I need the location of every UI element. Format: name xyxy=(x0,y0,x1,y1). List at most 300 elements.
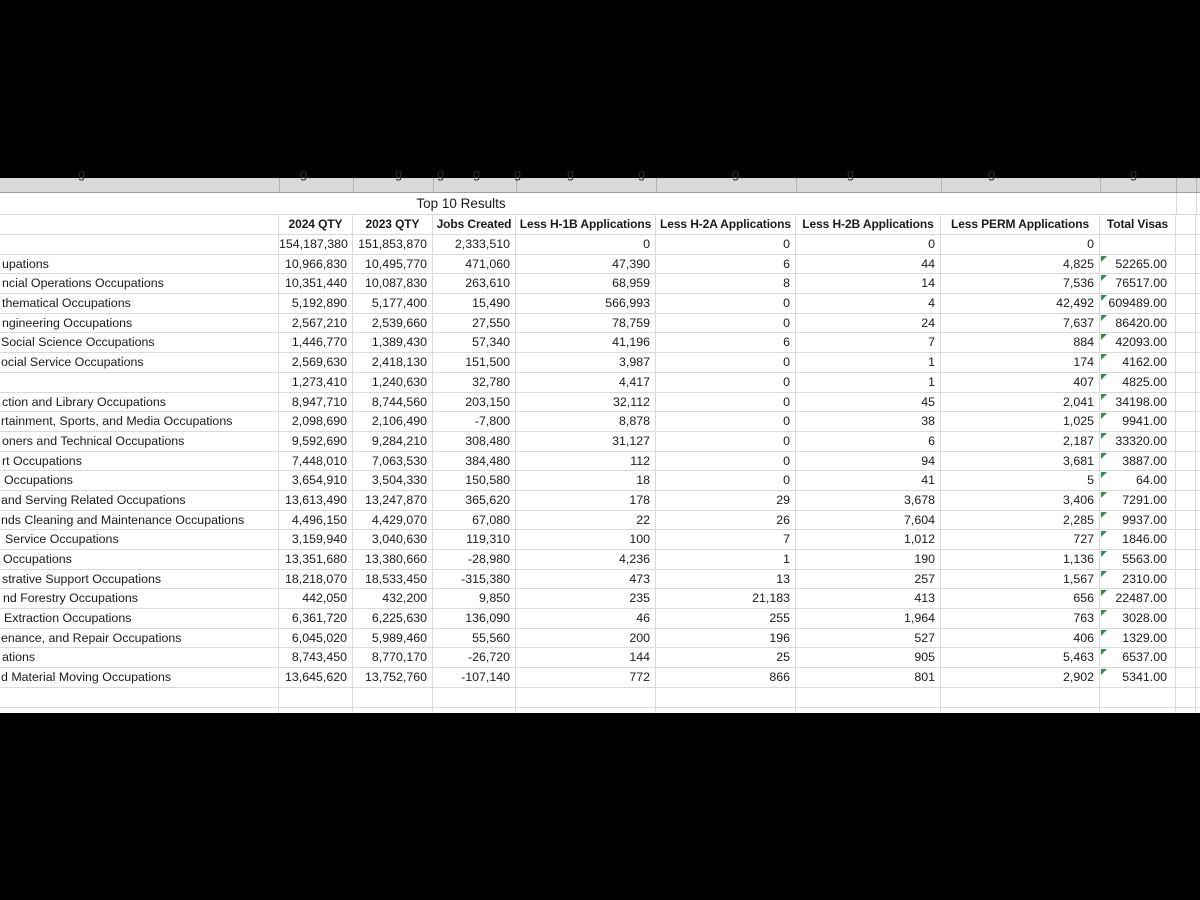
qty-2023-cell[interactable]: 151,853,870 xyxy=(353,235,433,254)
error-flag-icon xyxy=(1101,472,1107,478)
filler-cell[interactable] xyxy=(1196,373,1200,392)
qty-2023-cell[interactable]: 1,240,630 xyxy=(353,373,433,392)
empty-cell[interactable] xyxy=(1176,235,1196,254)
h1b-cell[interactable]: 566,993 xyxy=(516,294,656,313)
perm-cell[interactable]: 2,285 xyxy=(941,511,1100,530)
h1b-cell[interactable]: 0 xyxy=(516,235,656,254)
h2a-cell[interactable]: 7 xyxy=(656,530,796,549)
h2b-cell[interactable]: 44 xyxy=(796,255,941,274)
h2a-cell[interactable]: 196 xyxy=(656,629,796,648)
qty-2023-cell[interactable]: 13,752,760 xyxy=(353,668,433,687)
qty-2024-cell[interactable]: 3,159,940 xyxy=(279,530,353,549)
filler-cell[interactable] xyxy=(1196,393,1200,412)
error-flag-icon xyxy=(1101,512,1107,518)
empty-cell[interactable] xyxy=(1176,511,1196,530)
total-visas-cell[interactable]: 52265.00 xyxy=(1100,255,1176,274)
occupation-cell[interactable]: Service Occupations xyxy=(0,530,279,549)
empty-cell[interactable] xyxy=(1176,294,1196,313)
table-row xyxy=(0,550,1200,570)
empty-cell[interactable] xyxy=(1176,688,1196,707)
qty-2024-cell[interactable]: 5,192,890 xyxy=(279,294,353,313)
filler-cell[interactable] xyxy=(1196,471,1200,490)
filler-cell[interactable] xyxy=(1196,550,1200,569)
qty-2024-cell[interactable]: 13,613,490 xyxy=(279,491,353,510)
filler-cell[interactable] xyxy=(1196,274,1200,293)
qty-2024-cell[interactable]: 1,273,410 xyxy=(279,373,353,392)
perm-cell[interactable]: 3,406 xyxy=(941,491,1100,510)
qty-2023-cell[interactable]: 1,389,430 xyxy=(353,333,433,352)
empty-cell[interactable] xyxy=(1176,314,1196,333)
total-visas-cell[interactable]: 1329.00 xyxy=(1100,629,1176,648)
qty-2023-cell[interactable]: 13,380,660 xyxy=(353,550,433,569)
jobs-created-cell[interactable]: 15,490 xyxy=(433,294,516,313)
occupation-cell[interactable]: nd Forestry Occupations xyxy=(0,589,279,608)
error-flag-icon xyxy=(1101,334,1107,340)
total-visas-cell[interactable]: 33320.00 xyxy=(1100,432,1176,451)
total-visas-cell[interactable]: 1846.00 xyxy=(1100,530,1176,549)
empty-cell[interactable] xyxy=(1176,432,1196,451)
gridline xyxy=(433,178,434,192)
h2a-cell[interactable]: 0 xyxy=(656,412,796,431)
h1b-cell[interactable]: 47,390 xyxy=(516,255,656,274)
filler-cell[interactable] xyxy=(1196,589,1200,608)
h2b-cell[interactable]: 1 xyxy=(796,373,941,392)
occupation-cell[interactable]: ocial Service Occupations xyxy=(0,353,279,372)
perm-cell[interactable]: 727 xyxy=(941,530,1100,549)
h2a-cell[interactable]: 6 xyxy=(656,333,796,352)
filler-cell[interactable] xyxy=(1196,452,1200,471)
h2a-cell[interactable]: 0 xyxy=(656,353,796,372)
qty-2023-cell[interactable]: 3,504,330 xyxy=(353,471,433,490)
total-visas-cell[interactable]: 9937.00 xyxy=(1100,511,1176,530)
occupation-cell[interactable] xyxy=(0,235,279,254)
gridline xyxy=(796,178,797,192)
clipped-row-strip xyxy=(0,166,1200,193)
clipped-row-fragment: g xyxy=(78,166,86,181)
jobs-created-cell[interactable]: 55,560 xyxy=(433,629,516,648)
h2a-cell[interactable]: 1 xyxy=(656,550,796,569)
qty-2024-cell[interactable]: 4,496,150 xyxy=(279,511,353,530)
filler-cell[interactable] xyxy=(1196,629,1200,648)
occupation-cell[interactable]: nds Cleaning and Maintenance Occupations xyxy=(0,511,279,530)
filler-cell[interactable] xyxy=(1196,530,1200,549)
qty-2023-cell[interactable]: 2,539,660 xyxy=(353,314,433,333)
empty-header-cell[interactable] xyxy=(1176,215,1196,234)
h2b-cell[interactable]: 0 xyxy=(796,235,941,254)
h2b-cell[interactable] xyxy=(796,688,941,707)
qty-2023-cell[interactable]: 3,040,630 xyxy=(353,530,433,549)
table-row xyxy=(0,648,1200,668)
qty-2023-cell[interactable]: 9,284,210 xyxy=(353,432,433,451)
jobs-created-cell[interactable]: 203,150 xyxy=(433,393,516,412)
h1b-cell[interactable]: 144 xyxy=(516,648,656,667)
qty-2023-cell[interactable]: 13,247,870 xyxy=(353,491,433,510)
total-visas-cell[interactable]: 5563.00 xyxy=(1100,550,1176,569)
occupation-cell[interactable]: Social Science Occupations xyxy=(0,333,279,352)
qty-2023-cell[interactable]: 18,533,450 xyxy=(353,570,433,589)
gridline xyxy=(1176,193,1177,214)
h2b-cell[interactable]: 801 xyxy=(796,668,941,687)
perm-cell[interactable]: 7,536 xyxy=(941,274,1100,293)
error-flag-icon xyxy=(1101,413,1107,419)
filler-cell[interactable] xyxy=(1196,353,1200,372)
perm-cell[interactable]: 1,136 xyxy=(941,550,1100,569)
total-visas-cell[interactable]: 2310.00 xyxy=(1100,570,1176,589)
h1b-cell[interactable]: 235 xyxy=(516,589,656,608)
occupation-cell[interactable]: Occupations xyxy=(0,550,279,569)
qty-2023-cell[interactable]: 5,177,400 xyxy=(353,294,433,313)
qty-2024-cell[interactable]: 9,592,690 xyxy=(279,432,353,451)
h1b-cell[interactable]: 473 xyxy=(516,570,656,589)
occupation-header-cell[interactable] xyxy=(0,215,279,234)
perm-cell[interactable]: 7,637 xyxy=(941,314,1100,333)
perm-cell[interactable]: 2,041 xyxy=(941,393,1100,412)
filler-cell[interactable] xyxy=(1196,314,1200,333)
empty-cell[interactable] xyxy=(1176,530,1196,549)
empty-cell[interactable] xyxy=(1176,274,1196,293)
qty-2024-cell[interactable]: 2,098,690 xyxy=(279,412,353,431)
h2a-cell[interactable] xyxy=(656,688,796,707)
occupation-cell[interactable] xyxy=(0,688,279,707)
jobs-created-cell[interactable]: 365,620 xyxy=(433,491,516,510)
jobs-created-cell[interactable]: 263,610 xyxy=(433,274,516,293)
h2a-cell[interactable]: 0 xyxy=(656,235,796,254)
table-row xyxy=(0,274,1200,294)
h2b-cell[interactable]: 24 xyxy=(796,314,941,333)
filler-cell[interactable] xyxy=(1196,294,1200,313)
empty-cell[interactable] xyxy=(1176,255,1196,274)
filler-cell[interactable] xyxy=(1196,648,1200,667)
qty-2023-cell[interactable] xyxy=(353,688,433,707)
total-visas-cell[interactable]: 6537.00 xyxy=(1100,648,1176,667)
jobs-created-cell[interactable]: -107,140 xyxy=(433,668,516,687)
h1b-cell[interactable]: 22 xyxy=(516,511,656,530)
qty-2023-cell[interactable]: 6,225,630 xyxy=(353,609,433,628)
qty-2024-cell[interactable]: 18,218,070 xyxy=(279,570,353,589)
total-visas-cell[interactable] xyxy=(1100,688,1176,707)
title-row[interactable] xyxy=(0,193,1200,215)
occupation-cell[interactable]: Extraction Occupations xyxy=(0,609,279,628)
filler-cell[interactable] xyxy=(1196,255,1200,274)
error-flag-icon xyxy=(1101,433,1107,439)
jobs-created-cell[interactable]: 9,850 xyxy=(433,589,516,608)
perm-cell[interactable]: 3,681 xyxy=(941,452,1100,471)
occupation-cell[interactable]: strative Support Occupations xyxy=(0,570,279,589)
total-visas-cell[interactable]: 22487.00 xyxy=(1100,589,1176,608)
h1b-cell[interactable]: 4,236 xyxy=(516,550,656,569)
h2a-cell[interactable]: 21,183 xyxy=(656,589,796,608)
h2b-cell[interactable]: 1,964 xyxy=(796,609,941,628)
table-row xyxy=(0,609,1200,629)
qty-2024-cell[interactable]: 6,361,720 xyxy=(279,609,353,628)
empty-cell[interactable] xyxy=(1176,471,1196,490)
perm-cell[interactable]: 5 xyxy=(941,471,1100,490)
total-visas-cell[interactable]: 9941.00 xyxy=(1100,412,1176,431)
h2a-cell[interactable]: 0 xyxy=(656,471,796,490)
h2a-cell[interactable]: 0 xyxy=(656,373,796,392)
h2b-cell[interactable]: 1,012 xyxy=(796,530,941,549)
total-visas-cell[interactable]: 4825.00 xyxy=(1100,373,1176,392)
qty-2024-cell[interactable]: 7,448,010 xyxy=(279,452,353,471)
h2b-cell[interactable]: 190 xyxy=(796,550,941,569)
filler-cell[interactable] xyxy=(1196,333,1200,352)
qty-2024-cell[interactable]: 10,351,440 xyxy=(279,274,353,293)
h1b-cell[interactable]: 772 xyxy=(516,668,656,687)
h1b-cell[interactable]: 78,759 xyxy=(516,314,656,333)
empty-cell[interactable] xyxy=(1176,589,1196,608)
perm-cell[interactable]: 1,567 xyxy=(941,570,1100,589)
empty-cell[interactable] xyxy=(1176,353,1196,372)
column-header-total-visas[interactable]: Total Visas xyxy=(1100,215,1176,234)
qty-2024-cell[interactable]: 1,446,770 xyxy=(279,333,353,352)
perm-cell[interactable]: 884 xyxy=(941,333,1100,352)
h2b-cell[interactable]: 14 xyxy=(796,274,941,293)
perm-cell[interactable]: 406 xyxy=(941,629,1100,648)
h2b-cell[interactable]: 7 xyxy=(796,333,941,352)
occupation-cell[interactable]: rt Occupations xyxy=(0,452,279,471)
jobs-created-cell[interactable]: 2,333,510 xyxy=(433,235,516,254)
qty-2023-cell[interactable]: 2,106,490 xyxy=(353,412,433,431)
clipped-row-fragment: g xyxy=(473,166,481,181)
empty-cell[interactable] xyxy=(1176,412,1196,431)
h2b-cell[interactable]: 413 xyxy=(796,589,941,608)
qty-2024-cell[interactable]: 3,654,910 xyxy=(279,471,353,490)
filler-cell[interactable] xyxy=(1196,412,1200,431)
h1b-cell[interactable]: 4,417 xyxy=(516,373,656,392)
h1b-cell[interactable]: 46 xyxy=(516,609,656,628)
qty-2024-cell[interactable]: 154,187,380 xyxy=(279,235,353,254)
h2b-cell[interactable]: 94 xyxy=(796,452,941,471)
gridline xyxy=(1100,178,1101,192)
error-flag-icon xyxy=(1101,295,1107,301)
qty-2024-cell[interactable]: 8,947,710 xyxy=(279,393,353,412)
header-filler-cell[interactable] xyxy=(1196,215,1200,234)
qty-2023-cell[interactable]: 2,418,130 xyxy=(353,353,433,372)
h1b-cell[interactable]: 178 xyxy=(516,491,656,510)
h2a-cell[interactable]: 26 xyxy=(656,511,796,530)
empty-cell[interactable] xyxy=(1176,609,1196,628)
h1b-cell[interactable]: 32,112 xyxy=(516,393,656,412)
h2a-cell[interactable]: 8 xyxy=(656,274,796,293)
error-flag-icon xyxy=(1101,492,1107,498)
total-visas-cell[interactable]: 7291.00 xyxy=(1100,491,1176,510)
perm-cell[interactable]: 174 xyxy=(941,353,1100,372)
qty-2023-cell[interactable]: 10,087,830 xyxy=(353,274,433,293)
perm-cell[interactable]: 763 xyxy=(941,609,1100,628)
perm-cell[interactable]: 0 xyxy=(941,235,1100,254)
filler-cell[interactable] xyxy=(1196,491,1200,510)
h2a-cell[interactable]: 0 xyxy=(656,393,796,412)
occupation-cell[interactable]: and Serving Related Occupations xyxy=(0,491,279,510)
total-visas-cell[interactable]: 64.00 xyxy=(1100,471,1176,490)
qty-2024-cell[interactable]: 13,645,620 xyxy=(279,668,353,687)
jobs-created-cell[interactable]: -7,800 xyxy=(433,412,516,431)
qty-2024-cell[interactable]: 8,743,450 xyxy=(279,648,353,667)
qty-2024-cell[interactable]: 2,567,210 xyxy=(279,314,353,333)
filler-cell[interactable] xyxy=(1196,235,1200,254)
perm-cell[interactable] xyxy=(941,688,1100,707)
perm-cell[interactable]: 656 xyxy=(941,589,1100,608)
h1b-cell[interactable]: 100 xyxy=(516,530,656,549)
total-visas-cell[interactable]: 34198.00 xyxy=(1100,393,1176,412)
perm-cell[interactable]: 42,492 xyxy=(941,294,1100,313)
occupation-cell[interactable]: upations xyxy=(0,255,279,274)
h2b-cell[interactable]: 38 xyxy=(796,412,941,431)
h1b-cell[interactable]: 31,127 xyxy=(516,432,656,451)
h2a-cell[interactable]: 6 xyxy=(656,255,796,274)
empty-cell[interactable] xyxy=(1176,629,1196,648)
occupation-cell[interactable]: Occupations xyxy=(0,471,279,490)
total-visas-cell[interactable]: 5341.00 xyxy=(1100,668,1176,687)
column-header-qty-2023[interactable]: 2023 QTY xyxy=(353,215,433,234)
occupation-cell[interactable]: thematical Occupations xyxy=(0,294,279,313)
h2a-cell[interactable]: 0 xyxy=(656,314,796,333)
jobs-created-cell[interactable]: 384,480 xyxy=(433,452,516,471)
qty-2024-cell[interactable] xyxy=(279,688,353,707)
h2b-cell[interactable]: 41 xyxy=(796,471,941,490)
empty-cell[interactable] xyxy=(1176,668,1196,687)
h2b-cell[interactable]: 257 xyxy=(796,570,941,589)
total-visas-cell[interactable]: 609489.00 xyxy=(1100,294,1176,313)
h2b-cell[interactable]: 3,678 xyxy=(796,491,941,510)
filler-cell[interactable] xyxy=(1196,511,1200,530)
jobs-created-cell[interactable]: 471,060 xyxy=(433,255,516,274)
jobs-created-cell[interactable]: 57,340 xyxy=(433,333,516,352)
occupation-cell[interactable]: ngineering Occupations xyxy=(0,314,279,333)
total-visas-cell[interactable] xyxy=(1100,235,1176,254)
empty-cell[interactable] xyxy=(1176,452,1196,471)
h2b-cell[interactable]: 527 xyxy=(796,629,941,648)
empty-cell[interactable] xyxy=(1176,491,1196,510)
empty-cell[interactable] xyxy=(1176,550,1196,569)
h1b-cell[interactable]: 3,987 xyxy=(516,353,656,372)
h1b-cell[interactable]: 112 xyxy=(516,452,656,471)
qty-2024-cell[interactable]: 13,351,680 xyxy=(279,550,353,569)
filler-cell[interactable] xyxy=(1196,609,1200,628)
spreadsheet-view xyxy=(0,166,1200,713)
jobs-created-cell[interactable]: -28,980 xyxy=(433,550,516,569)
h2a-cell[interactable]: 866 xyxy=(656,668,796,687)
total-visas-cell[interactable]: 86420.00 xyxy=(1100,314,1176,333)
h2b-cell[interactable]: 1 xyxy=(796,353,941,372)
h1b-cell[interactable]: 200 xyxy=(516,629,656,648)
perm-cell[interactable]: 1,025 xyxy=(941,412,1100,431)
column-header-h2b[interactable]: Less H-2B Applications xyxy=(796,215,941,234)
clipped-row-fragment: g xyxy=(732,166,740,181)
column-header-jobs-created[interactable]: Jobs Created xyxy=(433,215,516,234)
error-flag-icon xyxy=(1101,590,1107,596)
jobs-created-cell[interactable]: 150,580 xyxy=(433,471,516,490)
occupation-cell[interactable]: enance, and Repair Occupations xyxy=(0,629,279,648)
jobs-created-cell[interactable]: 136,090 xyxy=(433,609,516,628)
h2b-cell[interactable]: 7,604 xyxy=(796,511,941,530)
occupation-cell[interactable]: ction and Library Occupations xyxy=(0,393,279,412)
jobs-created-cell[interactable] xyxy=(433,688,516,707)
qty-2023-cell[interactable]: 432,200 xyxy=(353,589,433,608)
qty-2024-cell[interactable]: 2,569,630 xyxy=(279,353,353,372)
total-visas-cell[interactable]: 4162.00 xyxy=(1100,353,1176,372)
column-header-perm[interactable]: Less PERM Applications xyxy=(941,215,1100,234)
qty-2023-cell[interactable]: 10,495,770 xyxy=(353,255,433,274)
h2a-cell[interactable]: 0 xyxy=(656,294,796,313)
h2a-cell[interactable]: 255 xyxy=(656,609,796,628)
total-visas-cell[interactable]: 42093.00 xyxy=(1100,333,1176,352)
column-header-qty-2024[interactable]: 2024 QTY xyxy=(279,215,353,234)
jobs-created-cell[interactable]: 27,550 xyxy=(433,314,516,333)
occupation-cell[interactable]: ncial Operations Occupations xyxy=(0,274,279,293)
h2a-cell[interactable]: 0 xyxy=(656,452,796,471)
filler-cell[interactable] xyxy=(1196,668,1200,687)
qty-2023-cell[interactable]: 5,989,460 xyxy=(353,629,433,648)
total-visas-cell[interactable]: 76517.00 xyxy=(1100,274,1176,293)
jobs-created-cell[interactable]: 119,310 xyxy=(433,530,516,549)
perm-cell[interactable]: 2,902 xyxy=(941,668,1100,687)
qty-2024-cell[interactable]: 10,966,830 xyxy=(279,255,353,274)
header-row xyxy=(0,215,1200,235)
h1b-cell[interactable]: 68,959 xyxy=(516,274,656,293)
empty-cell[interactable] xyxy=(1176,393,1196,412)
qty-2024-cell[interactable]: 442,050 xyxy=(279,589,353,608)
h2a-cell[interactable]: 25 xyxy=(656,648,796,667)
jobs-created-cell[interactable]: -26,720 xyxy=(433,648,516,667)
h2a-cell[interactable]: 13 xyxy=(656,570,796,589)
occupation-cell[interactable]: oners and Technical Occupations xyxy=(0,432,279,451)
h2b-cell[interactable]: 905 xyxy=(796,648,941,667)
jobs-created-cell[interactable]: 151,500 xyxy=(433,353,516,372)
empty-cell[interactable] xyxy=(1176,373,1196,392)
qty-2024-cell[interactable]: 6,045,020 xyxy=(279,629,353,648)
perm-cell[interactable]: 407 xyxy=(941,373,1100,392)
occupation-cell[interactable]: rtainment, Sports, and Media Occupations xyxy=(0,412,279,431)
h2b-cell[interactable]: 6 xyxy=(796,432,941,451)
column-header-h2a[interactable]: Less H-2A Applications xyxy=(656,215,796,234)
jobs-created-cell[interactable]: -315,380 xyxy=(433,570,516,589)
h2a-cell[interactable]: 0 xyxy=(656,432,796,451)
qty-2023-cell[interactable]: 8,744,560 xyxy=(353,393,433,412)
occupation-cell[interactable]: d Material Moving Occupations xyxy=(0,668,279,687)
perm-cell[interactable]: 2,187 xyxy=(941,432,1100,451)
table-row xyxy=(0,629,1200,649)
h1b-cell[interactable] xyxy=(516,688,656,707)
filler-cell[interactable] xyxy=(1196,432,1200,451)
qty-2023-cell[interactable]: 4,429,070 xyxy=(353,511,433,530)
filler-cell[interactable] xyxy=(1196,688,1200,707)
qty-2023-cell[interactable]: 8,770,170 xyxy=(353,648,433,667)
jobs-created-cell[interactable]: 32,780 xyxy=(433,373,516,392)
empty-cell[interactable] xyxy=(1176,570,1196,589)
h1b-cell[interactable]: 18 xyxy=(516,471,656,490)
filler-cell[interactable] xyxy=(1196,570,1200,589)
qty-2023-cell[interactable]: 7,063,530 xyxy=(353,452,433,471)
total-visas-cell[interactable]: 3887.00 xyxy=(1100,452,1176,471)
occupation-cell[interactable] xyxy=(0,373,279,392)
perm-cell[interactable]: 4,825 xyxy=(941,255,1100,274)
jobs-created-cell[interactable]: 308,480 xyxy=(433,432,516,451)
column-header-h1b[interactable]: Less H-1B Applications xyxy=(516,215,656,234)
perm-cell[interactable]: 5,463 xyxy=(941,648,1100,667)
h1b-cell[interactable]: 41,196 xyxy=(516,333,656,352)
empty-cell[interactable] xyxy=(1176,648,1196,667)
empty-cell[interactable] xyxy=(1176,333,1196,352)
h2a-cell[interactable]: 29 xyxy=(656,491,796,510)
h2b-cell[interactable]: 4 xyxy=(796,294,941,313)
sheet-title[interactable]: Top 10 Results xyxy=(416,196,506,211)
jobs-created-cell[interactable]: 67,080 xyxy=(433,511,516,530)
occupation-cell[interactable]: ations xyxy=(0,648,279,667)
h1b-cell[interactable]: 8,878 xyxy=(516,412,656,431)
h2b-cell[interactable]: 45 xyxy=(796,393,941,412)
total-visas-cell[interactable]: 3028.00 xyxy=(1100,609,1176,628)
